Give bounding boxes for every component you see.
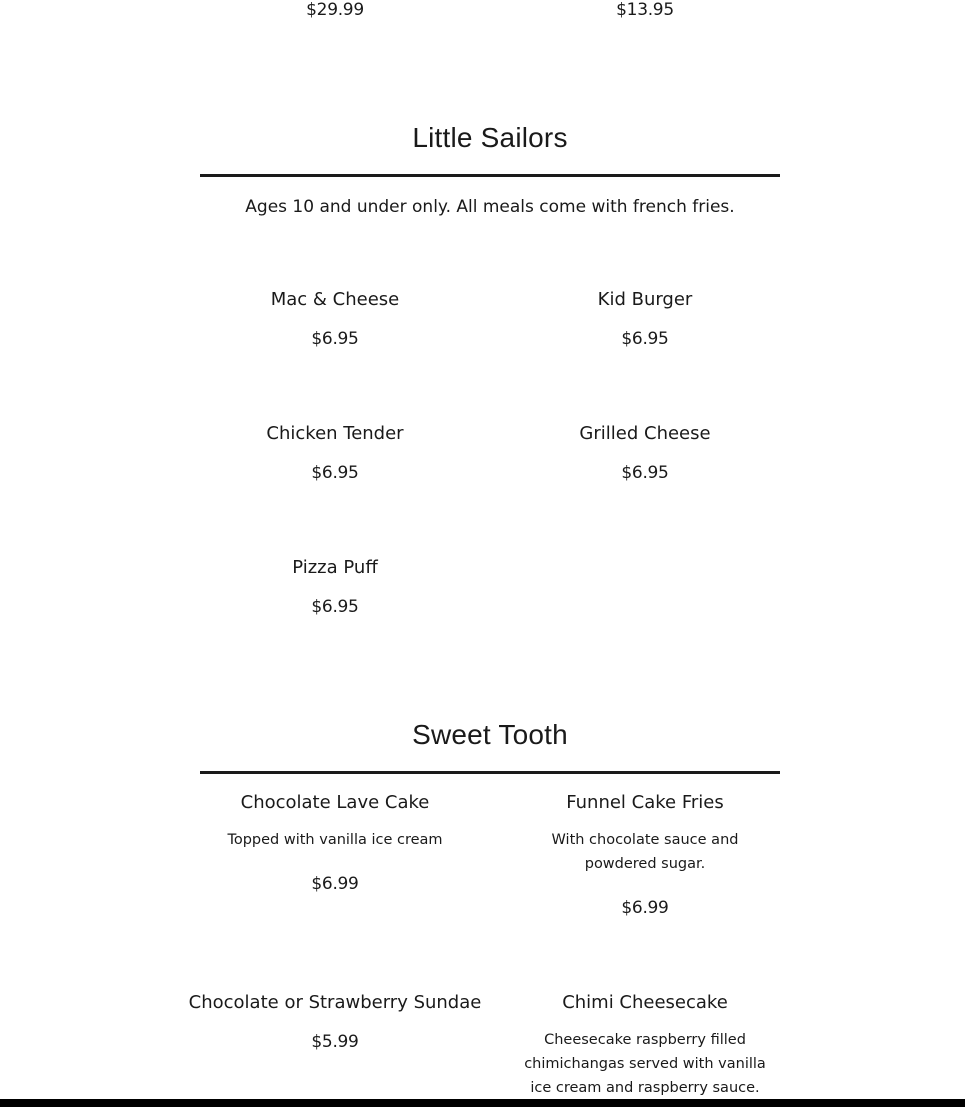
menu-item-name: Pizza Puff bbox=[292, 557, 378, 578]
menu-item-name: Funnel Cake Fries bbox=[566, 792, 724, 813]
menu-item-price: $6.95 bbox=[311, 329, 359, 349]
menu-item-price: $29.99 bbox=[306, 0, 364, 20]
menu-item-price: $6.95 bbox=[621, 329, 669, 349]
menu-item-name: Chimi Cheesecake bbox=[562, 992, 728, 1013]
menu-item-name: Mac & Cheese bbox=[270, 289, 400, 310]
menu-item-price: $5.99 bbox=[311, 1032, 359, 1052]
section-title: Sweet Tooth bbox=[412, 719, 568, 750]
menu-item-description: Cheesecake raspberry filled chimichangas served with vanilla ice cream and raspberry sauce. bbox=[524, 1032, 766, 1096]
menu-item-price: $6.95 bbox=[311, 463, 359, 483]
menu-item-price: $6.95 bbox=[621, 463, 669, 483]
menu-item-name: Grilled Cheese bbox=[579, 423, 711, 444]
menu-item-price: $6.99 bbox=[311, 874, 359, 894]
menu-item-name: Chocolate or Strawberry Sundae bbox=[188, 992, 482, 1013]
footer-bar bbox=[0, 1099, 965, 1107]
section-divider bbox=[200, 771, 780, 774]
section-title: Little Sailors bbox=[412, 122, 568, 153]
menu-item-name: Kid Burger bbox=[597, 289, 693, 310]
menu-item-name: Chicken Tender bbox=[266, 423, 404, 444]
menu-item-price: $6.99 bbox=[621, 898, 669, 918]
menu-item-name: Chocolate Lave Cake bbox=[240, 792, 430, 813]
menu-item-price: $13.95 bbox=[616, 0, 674, 20]
menu-item-price: $6.95 bbox=[311, 597, 359, 617]
section-divider bbox=[200, 174, 780, 177]
menu-item-description: With chocolate sauce and powdered sugar. bbox=[551, 832, 739, 872]
section-note: Ages 10 and under only. All meals come with french fries. bbox=[245, 197, 735, 217]
menu-item-description: Topped with vanilla ice cream bbox=[227, 832, 443, 848]
